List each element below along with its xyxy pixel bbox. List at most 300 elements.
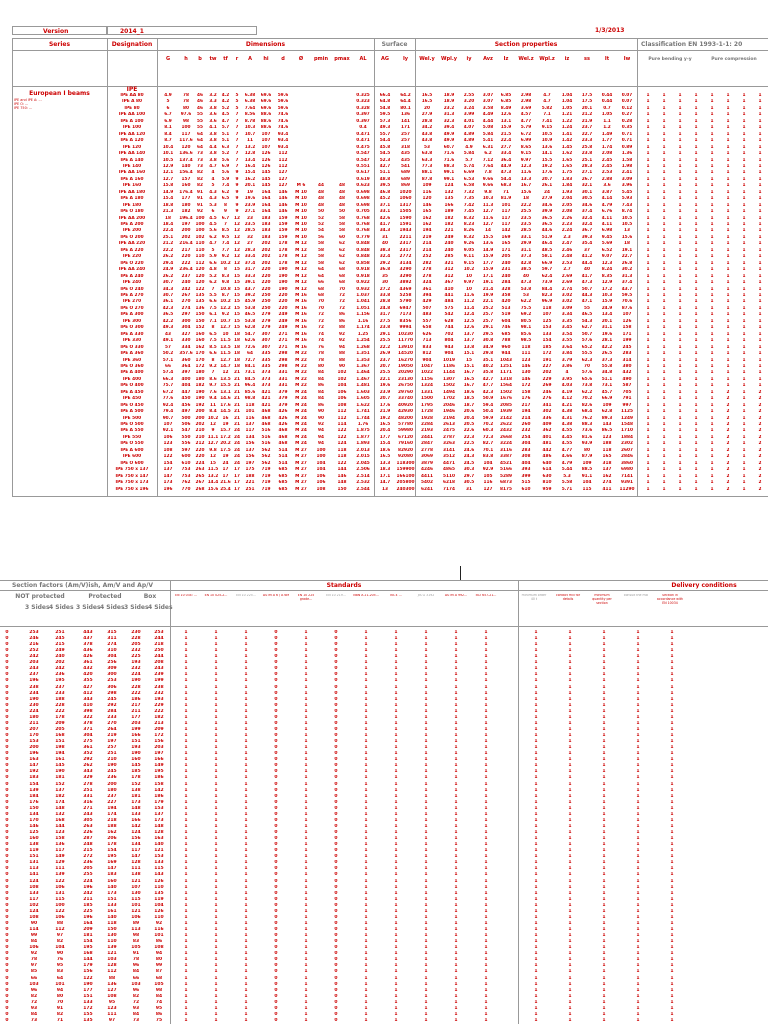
table-cell: 1494	[439, 390, 459, 396]
class-cell: 1	[672, 287, 688, 293]
standard-cell: 1	[352, 775, 380, 781]
standard-cell: 1	[520, 988, 552, 994]
class-cell: 1	[736, 254, 752, 260]
table-cell: 336	[537, 416, 557, 422]
table-cell: 30	[374, 280, 396, 286]
factor-cell: 75	[148, 1018, 170, 1024]
table-cell: 2142	[497, 416, 515, 422]
class-cell: 1	[672, 183, 688, 189]
table-cell: 130	[515, 370, 537, 376]
standard-cell: 1	[588, 812, 620, 818]
standard-cell: 0	[322, 994, 350, 1000]
table-cell: 1884	[617, 435, 637, 441]
table-cell: 6.31	[479, 145, 497, 151]
table-cell: 28.3	[577, 164, 597, 170]
table-cell: 0.698	[352, 190, 374, 196]
factor-cell: 427	[76, 685, 100, 691]
class-cell: 1	[736, 338, 752, 344]
table-cell: 10.7	[242, 132, 258, 138]
standard-cell: 1	[172, 866, 200, 872]
table-cell: 4.45	[557, 435, 577, 441]
standard-cell: 1	[292, 988, 320, 994]
table-cell: 12.7	[219, 325, 232, 331]
standard-cell: 1	[472, 1006, 500, 1012]
table-cell: 1020	[396, 190, 415, 196]
table-cell: 13.5	[219, 345, 232, 351]
table-cell: 87.6	[617, 306, 637, 312]
standard-cell: 1	[412, 1012, 440, 1018]
standard-cell: 1	[520, 727, 552, 733]
factor-cell: 151	[124, 739, 148, 745]
table-cell: 64	[242, 351, 258, 357]
table-cell: 51.1	[374, 170, 396, 176]
table-cell: 364	[179, 364, 193, 370]
table-cell: 3.69	[515, 106, 537, 112]
standard-cell: 1	[588, 836, 620, 842]
standard-cell: 1	[352, 903, 380, 909]
table-cell: 135	[193, 293, 207, 299]
class-cell: 1	[656, 93, 672, 99]
factor-cell: 94	[48, 988, 72, 994]
standard-cell: 1	[656, 842, 688, 848]
table-cell: 42.3	[479, 390, 497, 396]
factor-cell: 242	[48, 666, 72, 672]
standard-cell: 1	[382, 921, 410, 927]
class-cell: 1	[640, 177, 656, 183]
standard-cell: 1	[520, 769, 552, 775]
factor-cell: 199	[124, 727, 148, 733]
table-cell: 80.1	[396, 106, 415, 112]
standard-cell: 1	[554, 872, 586, 878]
table-cell: 3.07	[479, 99, 497, 105]
table-cell: 283	[515, 448, 537, 454]
class-cell: 1	[672, 170, 688, 176]
table-cell: 6.99	[515, 138, 537, 144]
row-designation: IPE AA 240	[107, 267, 157, 273]
table-cell: 18.7	[459, 403, 479, 409]
standard-cell: 1	[520, 660, 552, 666]
standard-cell: 1	[520, 963, 552, 969]
table-cell: 146	[515, 364, 537, 370]
standard-cell: 0	[322, 745, 350, 751]
table-cell: 2.41	[617, 170, 637, 176]
factor-cell: 398	[76, 709, 100, 715]
table-cell: M 10	[292, 209, 310, 215]
standard-cell: 0	[262, 921, 290, 927]
factor-cell: 137	[148, 812, 170, 818]
class-cell: 2	[720, 441, 736, 447]
standard-cell: 0	[322, 879, 350, 885]
standard-cell: 1	[292, 678, 320, 684]
table-cell: 5.3	[557, 474, 577, 480]
standard-cell: 1	[442, 1006, 470, 1012]
standard-cell: 1	[202, 775, 230, 781]
factor-cell: 123	[100, 1006, 124, 1012]
table-cell: 28.5	[515, 228, 537, 234]
factor-cell: 70	[48, 1000, 72, 1006]
table-cell: 22.5	[459, 441, 479, 447]
standard-cell: 1	[352, 642, 380, 648]
table-cell: 17.1	[374, 474, 396, 480]
standard-cell: 1	[352, 976, 380, 982]
class-cell: 1	[688, 261, 704, 267]
class-cell: 1	[688, 248, 704, 254]
class-cell: 1	[752, 293, 768, 299]
standard-cell: 1	[442, 824, 470, 830]
standard-cell: 1	[442, 903, 470, 909]
class-cell: 1	[736, 319, 752, 325]
standard-note: Section in accordance with EN 10034	[656, 594, 684, 624]
standard-cell: 1	[520, 715, 552, 721]
standard-cell: 1	[292, 1012, 320, 1018]
table-cell: 48	[332, 203, 352, 209]
standard-cell: 1	[656, 733, 688, 739]
standard-cell: 1	[554, 915, 586, 921]
table-cell: 257	[396, 138, 415, 144]
table-cell: 112	[193, 261, 207, 267]
table-cell: 2.45	[597, 164, 617, 170]
class-cell: 1	[720, 190, 736, 196]
table-cell: 331	[274, 377, 292, 383]
class-cell: 1	[640, 403, 656, 409]
standard-cell: 1	[202, 709, 230, 715]
table-cell: 20.2	[219, 441, 232, 447]
factor-cell: 130	[100, 933, 124, 939]
table-cell: 3.95	[557, 377, 577, 383]
class-cell: 1	[704, 203, 720, 209]
standard-cell: 1	[442, 721, 470, 727]
table-cell: 1.254	[352, 338, 374, 344]
class-cell: 1	[656, 428, 672, 434]
table-cell: 6.2	[207, 235, 219, 241]
standard-cell: 1	[202, 745, 230, 751]
factor-cell: 195	[148, 769, 170, 775]
standard-cell: 1	[172, 836, 200, 842]
class-cell: 1	[704, 274, 720, 280]
table-cell: 18	[232, 345, 242, 351]
factor-cell: 82	[22, 994, 46, 1000]
standard-cell: 0	[262, 697, 290, 703]
standard-cell: 1	[656, 703, 688, 709]
table-cell: M 24	[292, 435, 310, 441]
table-cell: 19.6	[597, 332, 617, 338]
table-cell: 2302	[617, 441, 637, 447]
table-cell: 24	[219, 461, 232, 467]
table-cell: 62.2	[577, 390, 597, 396]
table-cell: 38.3	[374, 248, 396, 254]
table-cell: 48	[332, 196, 352, 202]
standard-cell: 1	[622, 885, 654, 891]
table-cell: 101	[242, 409, 258, 415]
factor-cell: 272	[76, 854, 100, 860]
table-cell: 92	[332, 338, 352, 344]
table-cell: 40.2	[479, 364, 497, 370]
class-cell: 1	[736, 332, 752, 338]
table-cell: 47.3	[515, 280, 537, 286]
table-cell: 100	[310, 454, 332, 460]
standard-cell: 1	[442, 812, 470, 818]
standard-cell: 1	[382, 891, 410, 897]
standard-cell: 1	[520, 848, 552, 854]
standard-cell: 1	[520, 685, 552, 691]
table-cell: 26.8	[617, 261, 637, 267]
table-cell: 3.96	[617, 183, 637, 189]
standard-cell: 1	[588, 872, 620, 878]
table-cell: 1.62	[557, 151, 577, 157]
table-cell: 44.9	[497, 164, 515, 170]
class-cell: 1	[656, 338, 672, 344]
factor-cell: 278	[76, 782, 100, 788]
table-cell: 7.32	[459, 190, 479, 196]
factor-cell: 219	[100, 733, 124, 739]
factor-cell: 209	[76, 927, 100, 933]
class-cell: 1	[656, 241, 672, 247]
table-cell: 159	[274, 216, 292, 222]
table-cell: 3.6	[207, 112, 219, 118]
table-cell: 302	[537, 409, 557, 415]
standard-cell: 1	[588, 715, 620, 721]
class-cell: 1	[656, 345, 672, 351]
table-cell: 33.8	[374, 293, 396, 299]
table-cell: 4865	[439, 467, 459, 473]
table-cell: 25.1	[577, 158, 597, 164]
standard-cell: 1	[232, 885, 260, 891]
table-cell: 33740	[396, 396, 415, 402]
factor-cell: 178	[48, 715, 72, 721]
standard-cell: 1	[656, 951, 688, 957]
table-cell: 85.6	[242, 390, 258, 396]
standard-cell: 0	[262, 872, 290, 878]
factor-cell: 76	[48, 957, 72, 963]
standard-cell: 0	[262, 703, 290, 709]
table-cell: 15.4	[374, 441, 396, 447]
table-cell: 36.5	[537, 222, 557, 228]
table-cell: 13	[617, 228, 637, 234]
table-cell: 86.5	[597, 428, 617, 434]
table-cell: 41.7	[374, 222, 396, 228]
table-cell: 3134	[396, 261, 415, 267]
class-cell: 1	[672, 454, 688, 460]
table-cell: 334	[179, 345, 193, 351]
table-cell: 116	[242, 416, 258, 422]
standard-cell: 1	[442, 775, 470, 781]
table-cell: 12	[207, 422, 219, 428]
factor-cell: 179	[148, 800, 170, 806]
standard-note: EN 10 034: ...	[172, 594, 200, 624]
table-cell: 21.2	[157, 241, 179, 247]
table-cell: 1249	[617, 416, 637, 422]
factor-cell: 224	[76, 879, 100, 885]
table-cell: 68	[310, 287, 332, 293]
standard-cell: 1	[352, 1018, 380, 1024]
table-cell: 109	[415, 183, 439, 189]
table-cell: 7	[232, 164, 242, 170]
class-cell: 1	[640, 216, 656, 222]
table-cell: 497	[179, 409, 193, 415]
standard-note: BS 4 ...	[382, 594, 410, 624]
standard-cell: 1	[442, 842, 470, 848]
class-cell: 1	[688, 119, 704, 125]
factor-cell: 84	[124, 1012, 148, 1018]
unit-header-hi: hi	[258, 56, 274, 63]
class-cell: 1	[672, 351, 688, 357]
table-cell: 240	[179, 280, 193, 286]
table-cell: 28.5	[242, 228, 258, 234]
table-cell: 54.4	[497, 177, 515, 183]
standard-cell: 1	[412, 775, 440, 781]
table-cell: 67.2	[157, 390, 179, 396]
table-cell: 42.8	[515, 261, 537, 267]
factor-cell: 150	[22, 806, 46, 812]
table-cell: 73.1	[597, 383, 617, 389]
factor-cell: 91	[124, 951, 148, 957]
table-cell: 1.481	[352, 383, 374, 389]
table-cell: 9.05	[459, 248, 479, 254]
table-cell: 15.7	[219, 428, 232, 434]
standard-cell: 1	[520, 751, 552, 757]
table-cell: 9	[207, 428, 219, 434]
table-cell: 183	[258, 222, 274, 228]
standard-cell: 1	[656, 709, 688, 715]
col-4sides-b: 4 Sides	[100, 604, 124, 611]
table-cell: 3.99	[459, 112, 479, 118]
table-cell: 59.4	[479, 403, 497, 409]
table-cell: 6.98	[597, 228, 617, 234]
standard-cell: 1	[292, 824, 320, 830]
table-cell: 0.7	[597, 106, 617, 112]
class-cell: 1	[656, 299, 672, 305]
standard-cell: 1	[202, 721, 230, 727]
row-designation: IPE O 450	[107, 403, 157, 409]
table-cell: 9.2	[219, 312, 232, 318]
standard-cell: 1	[352, 988, 380, 994]
table-cell: 308	[515, 454, 537, 460]
factor-cell: 232	[148, 691, 170, 697]
table-cell: 12	[232, 235, 242, 241]
table-cell: 59.5	[617, 293, 637, 299]
class-cell: 1	[640, 454, 656, 460]
row-marker: 0	[2, 860, 12, 866]
class-cell: 1	[640, 428, 656, 434]
class-cell: 1	[688, 474, 704, 480]
class-cell: 1	[672, 364, 688, 370]
standard-cell: 1	[442, 897, 470, 903]
factor-cell: 84	[22, 939, 46, 945]
standard-cell: 1	[472, 733, 500, 739]
standard-cell: 1	[554, 636, 586, 642]
standard-cell: 0	[262, 976, 290, 982]
standard-cell: 1	[292, 994, 320, 1000]
table-cell: 190	[193, 396, 207, 402]
table-cell: M 22	[292, 364, 310, 370]
table-cell: 2778	[415, 448, 439, 454]
factor-cell: 245	[48, 636, 72, 642]
standard-cell: 1	[472, 830, 500, 836]
table-cell: 191	[537, 358, 557, 364]
table-cell: 0.698	[352, 203, 374, 209]
standard-cell: 0	[322, 757, 350, 763]
table-cell: 17.7	[479, 261, 497, 267]
row-designation: IPE 500	[107, 416, 157, 422]
class-cell: 2	[720, 396, 736, 402]
table-cell: 361	[415, 287, 439, 293]
table-cell: 3.84	[557, 351, 577, 357]
table-cell: 18.3	[374, 467, 396, 473]
table-cell: 50.7	[577, 287, 597, 293]
standard-cell: 1	[232, 666, 260, 672]
row-designation: IPE 360	[107, 358, 157, 364]
standard-cell: 1	[232, 1006, 260, 1012]
standard-cell: 1	[472, 672, 500, 678]
table-cell: 15	[232, 267, 242, 273]
table-cell: 54.8	[374, 106, 396, 112]
row-designation: IPE 750 x 196	[107, 487, 157, 493]
factor-cell: 112	[100, 969, 124, 975]
standard-cell: 1	[172, 872, 200, 878]
table-cell: 224	[193, 461, 207, 467]
factor-cell: 251	[100, 751, 124, 757]
standard-cell: 1	[202, 836, 230, 842]
factor-cell: 80	[48, 994, 72, 1000]
table-cell: 117	[497, 209, 515, 215]
class-cell: 1	[736, 99, 752, 105]
standard-cell: 0	[322, 794, 350, 800]
standard-cell: 1	[588, 933, 620, 939]
table-cell: 171	[396, 125, 415, 131]
standard-cell: 1	[382, 727, 410, 733]
standard-cell: 1	[442, 782, 470, 788]
standard-cell: 0	[322, 691, 350, 697]
table-cell: 44.4	[577, 261, 597, 267]
standard-cell: 1	[412, 769, 440, 775]
standard-cell: 1	[232, 721, 260, 727]
table-cell: 9.66	[479, 177, 497, 183]
table-cell: 58	[332, 222, 352, 228]
factor-cell: 239	[148, 672, 170, 678]
table-cell: 1.875	[352, 428, 374, 434]
class-cell: 1	[736, 222, 752, 228]
table-cell: 24	[232, 461, 242, 467]
row-designation: IPE A 400	[107, 370, 157, 376]
table-cell: 82.6	[577, 403, 597, 409]
table-cell: 379	[274, 390, 292, 396]
table-cell: 5.1	[219, 138, 232, 144]
standard-cell: 0	[262, 836, 290, 842]
unit-header-o: Ø	[292, 56, 310, 63]
table-cell: 2.506	[352, 467, 374, 473]
standard-cell: 1	[382, 697, 410, 703]
table-cell: 4471	[439, 461, 459, 467]
standard-cell: 1	[442, 866, 470, 872]
table-cell: 1.605	[352, 396, 374, 402]
standard-cell: 0	[262, 654, 290, 660]
class-cell: 1	[688, 293, 704, 299]
table-cell: 1.04	[557, 99, 577, 105]
table-cell: 5.6	[219, 158, 232, 164]
class-cell: 1	[656, 112, 672, 118]
standard-cell: 1	[472, 879, 500, 885]
table-cell: M 22	[292, 377, 310, 383]
standard-cell: 1	[172, 757, 200, 763]
table-cell: 54.7	[242, 332, 258, 338]
standard-cell: 1	[656, 672, 688, 678]
factor-cell: 174	[48, 800, 72, 806]
table-cell: 4.4	[207, 145, 219, 151]
table-cell: 4	[207, 170, 219, 176]
factor-cell: 116	[148, 927, 170, 933]
table-cell: 164	[258, 190, 274, 196]
table-cell: 165	[497, 241, 515, 247]
